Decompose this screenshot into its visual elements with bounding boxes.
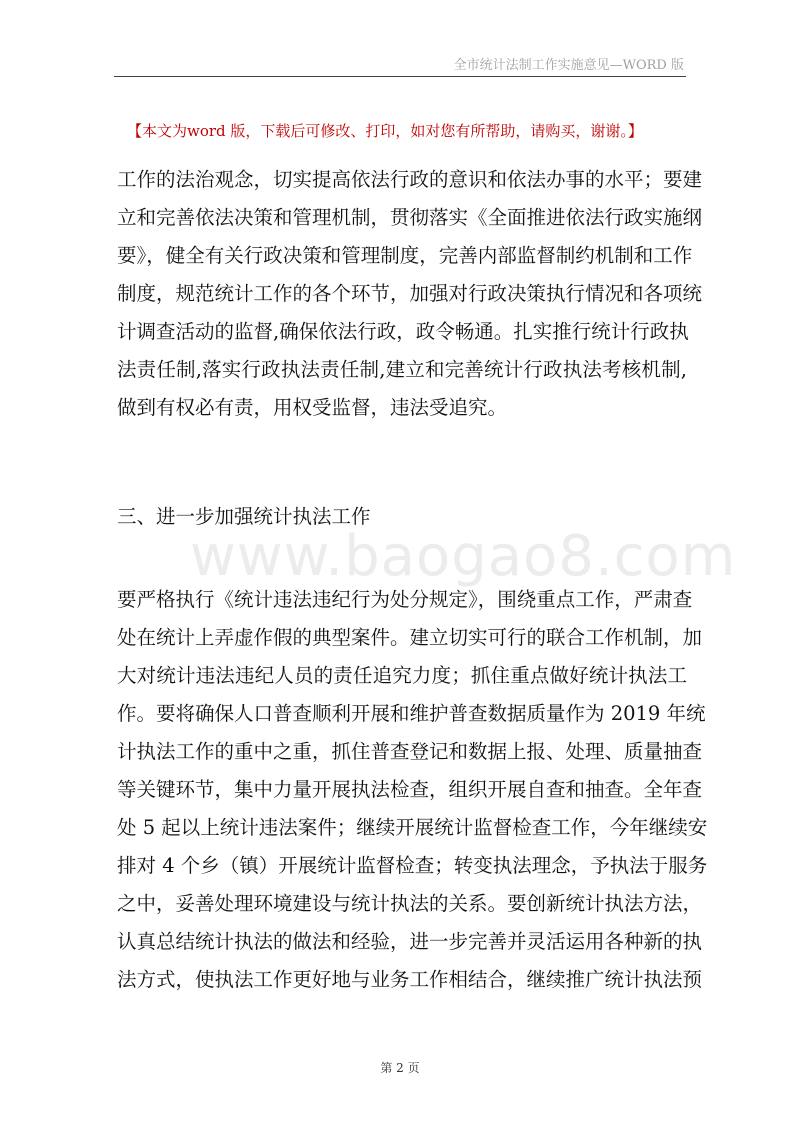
paragraph-line: 之中，妥善处理环境建设与统计执法的关系。要创新统计执法方法， (117, 892, 703, 915)
paragraph-line: 工作的法治观念，切实提高依法行政的意识和依法办事的水平；要建 (117, 168, 703, 191)
paragraph-line: 计执法工作的重中之重，抓住普查登记和数据上报、处理、质量抽查 (117, 740, 703, 763)
paragraph-line: 要》，健全有关行政决策和管理制度，完善内部监督制约机制和工作 (117, 244, 693, 267)
page-number: 第 2 页 (380, 1061, 420, 1075)
paragraph-line: 要严格执行《统计违法违纪行为处分规定》，围绕重点工作，严肃查 (117, 588, 693, 611)
paragraph-line: 处在统计上弄虚作假的典型案件。建立切实可行的联合工作机制，加 (117, 626, 703, 649)
paragraph-line: 排对 4 个乡（镇）开展统计监督检查；转变执法理念，予执法于服务 (117, 854, 708, 877)
purchase-notice: 【本文为word 版，下载后可修改、打印，如对您有所帮助，请购买，谢谢。】 (127, 122, 643, 140)
paragraph-line: 法方式，使执法工作更好地与业务工作相结合，继续推广统计执法预 (117, 968, 703, 991)
paragraph-line: 作。要将确保人口普查顺利开展和维护普查数据质量作为 2019 年统 (117, 702, 706, 725)
paragraph-line: 等关键环节，集中力量开展执法检查，组织开展自查和抽查。全年查 (117, 778, 703, 801)
paragraph-line: 立和完善依法决策和管理机制，贯彻落实《全面推进依法行政实施纲 (117, 206, 703, 229)
paragraph-1 (117, 161, 703, 427)
paragraph-2 (117, 581, 708, 999)
header-divider (114, 76, 686, 77)
paragraph-line: 做到有权必有责，用权受监督，违法受追究。 (117, 396, 508, 419)
paragraph-line: 法责任制,落实行政执法责任制,建立和完善统计行政执法考核机制, (117, 358, 687, 381)
section-heading: 三、进一步加强统计执法工作 (117, 505, 371, 528)
paragraph-line: 大对统计违法违纪人员的责任追究力度；抓住重点做好统计执法工 (117, 664, 687, 687)
paragraph-line: 认真总结统计执法的做法和经验，进一步完善并灵活运用各种新的执 (117, 930, 703, 953)
paragraph-line: 制度，规范统计工作的各个环节，加强对行政决策执行情况和各项统 (117, 282, 703, 305)
watermark: www.baogao8.com (190, 524, 737, 589)
paragraph-line: 计调查活动的监督,确保依法行政，政令畅通。扎实推行统计行政执 (117, 320, 689, 343)
header-title: 全市统计法制工作实施意见—WORD 版 (453, 58, 684, 73)
paragraph-line: 处 5 起以上统计违法案件；继续开展统计监督检查工作，今年继续安 (117, 816, 708, 839)
